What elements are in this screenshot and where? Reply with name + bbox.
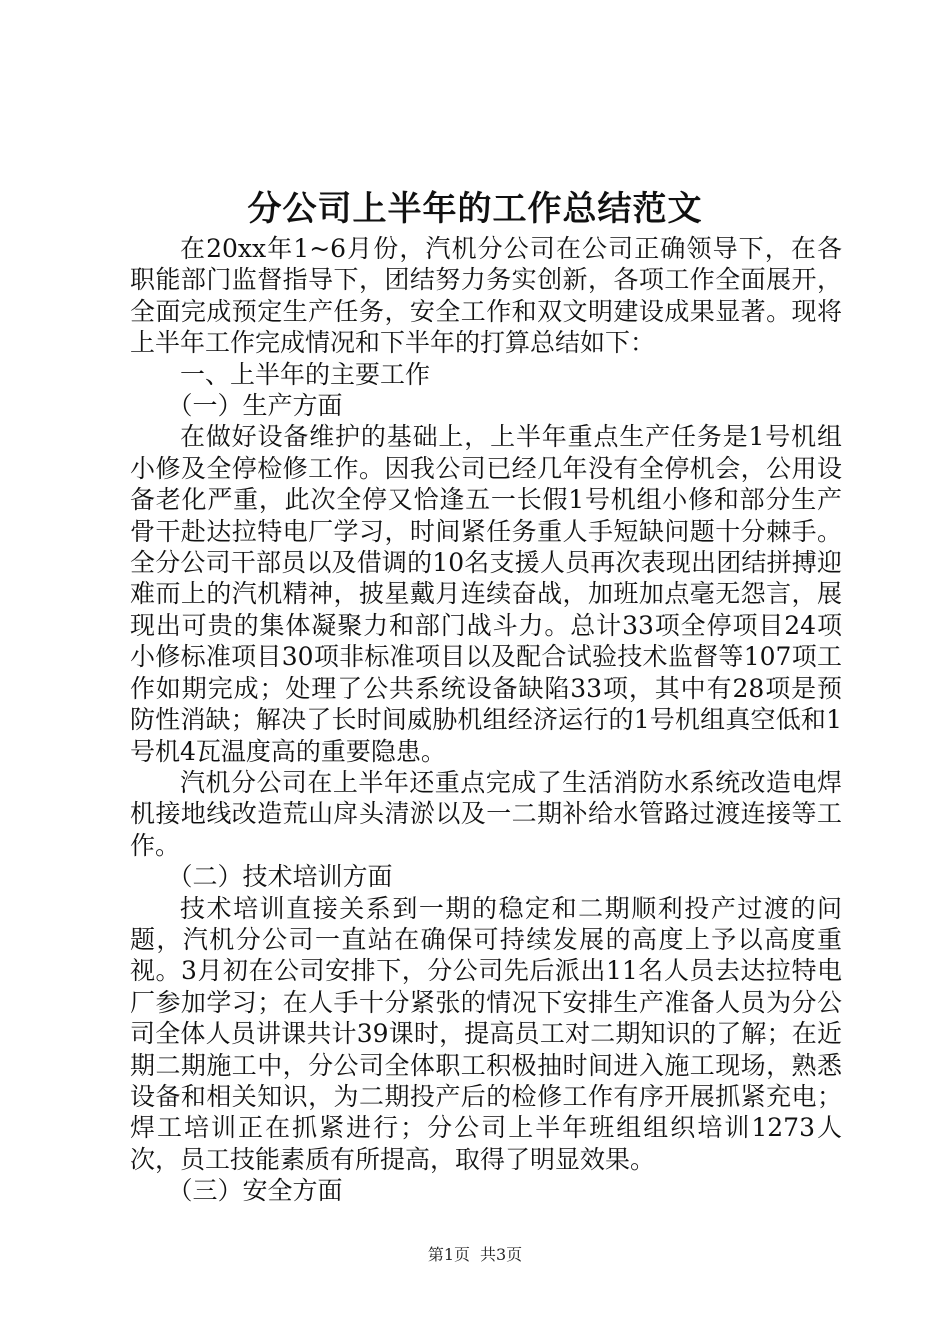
paragraph-production: 在做好设备维护的基础上，上半年重点生产任务是1号机组小修及全停检修工作。因我公司已经几年没有全停机会，公用设备老化严重，此次全停又恰逢五一长假1号机组小修和部分生产骨干赴达拉特电厂学习，时间紧任务重人手短缺问题十分棘手。全分公司干部员以及借调的10名支援人员再次表现出团结拼搏迎难而上的汽机精神，披星戴月连续奋战，加班加点毫无怨言，展现出可贵的集体凝聚力和部门战斗力。总计33项全停项目24项小修标准项目30项非标准项目以及配合试验技术监督等107项工作如期完成；处理了公共系统设备缺陷33项，其中有28项是预防性消缺；解决了长时间威胁机组经济运行的1号机组真空低和1号机4瓦温度高的重要隐患。 bbox=[130, 422, 842, 766]
subsection-heading-production: （一）生产方面 bbox=[167, 391, 343, 421]
subsection-heading-safety: （三）安全方面 bbox=[167, 1176, 343, 1206]
section-heading-main-work: 一、上半年的主要工作 bbox=[180, 359, 431, 389]
paragraph-intro: 在20xx年1~6月份，汽机分公司在公司正确领导下，在各职能部门监督指导下，团结努力务实创新，各项工作全面展开，全面完成预定生产任务，安全工作和双文明建设成果显著。现将上半年工作完成情况和下半年的打算总结如下： bbox=[130, 234, 842, 358]
page-footer bbox=[0, 1245, 950, 1265]
document-body bbox=[130, 233, 842, 1207]
paragraph-training: 技术培训直接关系到一期的稳定和二期顺利投产过渡的问题，汽机分公司一直站在确保可持续发展的高度上予以高度重视。3月初在公司安排下，分公司先后派出11名人员去达拉特电厂参加学习；在人手十分紧张的情况下安排生产准备人员为分公司全体人员讲课共计39课时，提高员工对二期知识的了解；在近期二期施工中，分公司全体职工积极抽时间进入施工现场，熟悉设备和相关知识，为二期投产后的检修工作有序开展抓紧充电；焊工培训正在抓紧进行；分公司上半年班组组织培训1273人次，员工技能素质有所提高，取得了明显效果。 bbox=[130, 893, 842, 1174]
subsection-heading-training: （二）技术培训方面 bbox=[167, 862, 393, 892]
page-number: 第1页 bbox=[427, 1245, 470, 1264]
paragraph-other-work: 汽机分公司在上半年还重点完成了生活消防水系统改造电焊机接地线改造荒山戽头清淤以及一二期补给水管路过渡连接等工作。 bbox=[130, 767, 842, 860]
document-title: 分公司上半年的工作总结范文 bbox=[247, 189, 703, 229]
page-total: 共3页 bbox=[480, 1245, 523, 1264]
